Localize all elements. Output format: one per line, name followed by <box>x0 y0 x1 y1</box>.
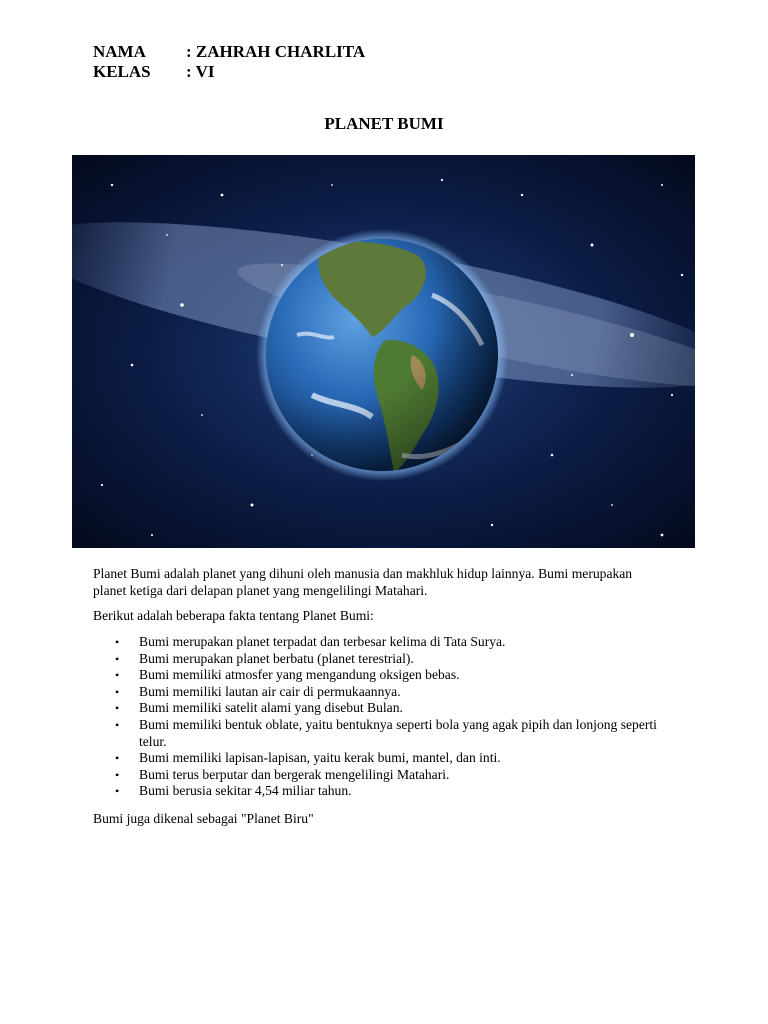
list-item-text: Bumi memiliki atmosfer yang mengandung oksigen bebas. <box>139 667 460 683</box>
closing-paragraph: Bumi juga dikenal sebagai "Planet Biru" <box>93 811 314 826</box>
list-item <box>93 651 668 668</box>
intro-paragraph: Planet Bumi adalah planet yang dihuni oleh manusia dan makhluk hidup lainnya. Bumi merupakan planet ketiga dari delapan planet yang mengelilingi Matahari. <box>93 566 633 598</box>
list-item-text: Bumi merupakan planet berbatu (planet terestrial). <box>139 650 414 666</box>
list-item-text: Bumi memiliki satelit alami yang disebut Bulan. <box>139 700 403 716</box>
list-item <box>93 783 668 800</box>
facts-list <box>93 634 668 800</box>
bullet-icon: • <box>115 701 120 716</box>
kelas-row <box>93 62 365 82</box>
kelas-label: KELAS <box>93 62 151 81</box>
nama-value: : ZAHRAH CHARLITA <box>186 42 366 61</box>
nama-row <box>93 42 365 62</box>
bullet-icon: • <box>115 668 120 683</box>
earth-in-space-illustration <box>72 155 695 548</box>
list-item <box>93 767 668 784</box>
student-header <box>93 42 365 82</box>
bullet-icon: • <box>115 717 120 732</box>
bullet-icon: • <box>115 651 120 666</box>
bullet-icon: • <box>115 635 120 649</box>
bullet-icon: • <box>115 684 120 699</box>
list-item <box>93 700 668 717</box>
bullet-icon: • <box>115 751 120 766</box>
earth-image <box>72 155 695 548</box>
list-item <box>93 684 668 701</box>
list-item-text: Bumi merupakan planet terpadat dan terbesar kelima di Tata Surya. <box>139 634 506 649</box>
list-item-text: Bumi memiliki lapisan-lapisan, yaitu kerak bumi, mantel, dan inti. <box>139 750 501 766</box>
list-item <box>93 634 668 651</box>
list-item-text: Bumi berusia sekitar 4,54 miliar tahun. <box>139 783 352 799</box>
bullet-icon: • <box>115 767 120 782</box>
list-item <box>93 667 668 684</box>
list-item <box>93 717 668 750</box>
nama-label: NAMA <box>93 42 146 61</box>
list-item-text: Bumi memiliki lautan air cair di permukaannya. <box>139 683 401 699</box>
list-item <box>93 750 668 767</box>
list-item-text: Bumi terus berputar dan bergerak mengelilingi Matahari. <box>139 766 450 782</box>
kelas-value: : VI <box>186 62 215 81</box>
page-title: PLANET BUMI <box>324 114 444 133</box>
facts-intro: Berikut adalah beberapa fakta tentang Planet Bumi: <box>93 608 374 623</box>
list-item-text: Bumi memiliki bentuk oblate, yaitu bentuknya seperti bola yang agak pipih dan lonjong seperti telur. <box>139 716 657 749</box>
bullet-icon: • <box>115 784 120 799</box>
